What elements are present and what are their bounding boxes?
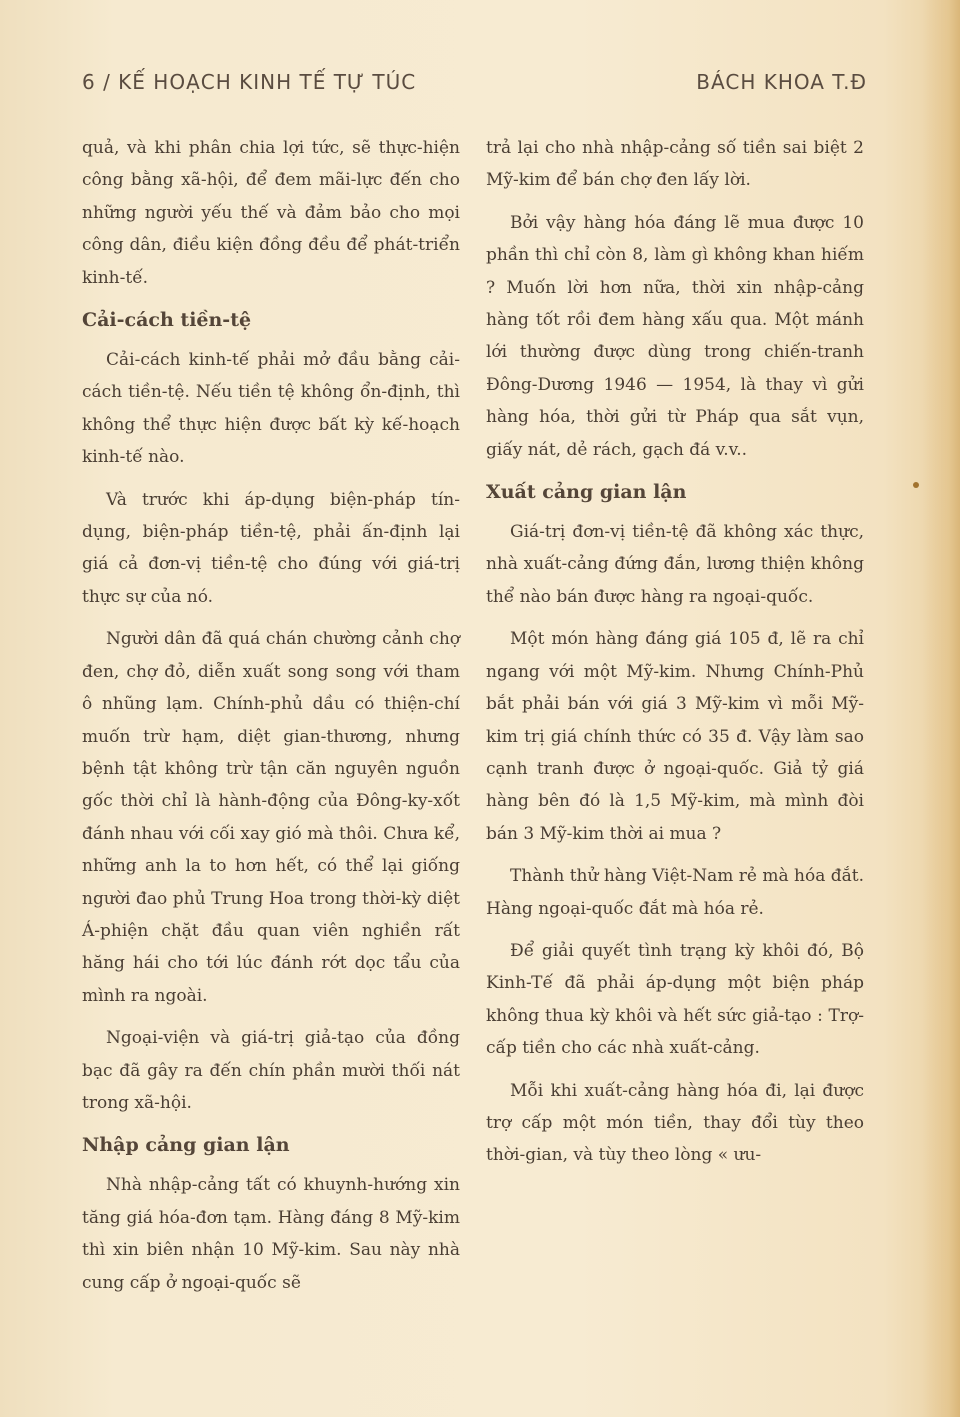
paragraph: Và trước khi áp-dụng biện-pháp tín-dụng, biện-pháp tiền-tệ, phải ấn-định lại giá cả đơn-vị tiền-tệ cho đúng với giá-trị thực sự của nó.: [82, 489, 460, 607]
paragraph: Cải-cách kinh-tế phải mở đầu bằng cải-cách tiền-tệ. Nếu tiền tệ không ổn-định, thì không thể thực hiện được bất kỳ kế-hoạch kinh-tế nào.: [82, 350, 460, 468]
paragraph: Nhà nhập-cảng tất có khuynh-hướng xin tăng giá hóa-đơn tạm. Hàng đáng 8 Mỹ-kim thì xin biên nhận 10 Mỹ-kim. Sau này nhà cung cấp ở ngoại-quốc sẽ: [82, 1175, 460, 1293]
paragraph: trả lại cho nhà nhập-cảng số tiền sai biệt 2 Mỹ-kim để bán chợ đen lấy lời.: [486, 138, 864, 191]
page-edge-stain: [922, 0, 960, 1417]
section-heading: Xuất cảng gian lận: [486, 481, 687, 504]
header-page-title: 6 / KẾ HOẠCH KINH TẾ TỰ TÚC: [82, 70, 417, 94]
section-heading: Nhập cảng gian lận: [82, 1134, 290, 1157]
paragraph: Ngoại-viện và giá-trị giả-tạo của đồng bạc đã gây ra đến chín phần mười thối nát trong xã-hội.: [82, 1028, 460, 1113]
paragraph: Một món hàng đáng giá 105 đ, lẽ ra chỉ ngang với một Mỹ-kim. Nhưng Chính-Phủ bắt phải bán với giá 3 Mỹ-kim vì mỗi Mỹ-kim trị giá chính thức có 35 đ. Vậy làm sao cạnh tranh được ở ngoại-quốc. Giả tỷ giá hàng bên đó là 1,5 Mỹ-kim, mà mình đòi bán 3 Mỹ-kim thời ai mua ?: [486, 629, 864, 844]
ink-spot: [913, 482, 919, 488]
paragraph: Để giải quyết tình trạng kỳ khôi đó, Bộ Kinh-Tế đã phải áp-dụng một biện pháp không thua kỳ khôi và hết sức giả-tạo : Trợ-cấp tiền cho các nhà xuất-cảng.: [486, 940, 864, 1059]
right-column: [486, 132, 864, 1182]
section-heading: Cải-cách tiền-tệ: [82, 309, 252, 332]
paragraph: Mỗi khi xuất-cảng hàng hóa đi, lại được trợ cấp một món tiền, thay đổi tùy theo thời-gian, và tùy theo lòng « ưu-: [486, 1080, 864, 1166]
paragraph: Bởi vậy hàng hóa đáng lẽ mua được 10 phần thì chỉ còn 8, làm gì không khan hiếm ? Muốn lời hơn nữa, thời xin nhập-cảng hàng tốt rồi đem hàng xấu qua. Một mánh lới thường được dùng trong chiến-tranh Đông-Dương 1946 — 1954, là thay vì gửi hàng hóa, thời gửi từ Pháp qua sắt vụn, giấy nát, dẻ rách, gạch đá v.v..: [486, 212, 864, 460]
left-column: [82, 132, 460, 1309]
paragraph: Thành thử hàng Việt-Nam rẻ mà hóa đắt. Hàng ngoại-quốc đắt mà hóa rẻ.: [486, 866, 864, 919]
running-header: [82, 70, 867, 100]
paragraph: quả, và khi phân chia lợi tức, sẽ thực-hiện công bằng xã-hội, để đem mãi-lực đến cho những người yếu thế và đảm bảo cho mọi công dân, điều kiện đồng đều để phát-triển kinh-tế.: [82, 138, 460, 288]
header-publication: BÁCH KHOA T.Đ: [696, 70, 867, 94]
paragraph: Giá-trị đơn-vị tiền-tệ đã không xác thực, nhà xuất-cảng đứng đắn, lương thiện không thể nào bán được hàng ra ngoại-quốc.: [486, 522, 864, 607]
paragraph: Người dân đã quá chán chường cảnh chợ đen, chợ đỏ, diễn xuất song song với tham ô nhũng lạm. Chính-phủ dầu có thiện-chí muốn trừ hạm, diệt gian-thương, nhưng bệnh tật không trừ tận căn nguyên nguồn gốc thời chỉ là hành-động của Đông-ky-xốt đánh nhau với cối xay gió mà thôi. Chưa kể, những anh la to hơn hết, có thể lại giống người đao phủ Trung Hoa trong thời-kỳ diệt Á-phiện chặt đầu quan viên nghiền rất hăng hái cho tới lúc đánh rớt dọc tẩu của mình ra ngoài.: [82, 629, 460, 1006]
